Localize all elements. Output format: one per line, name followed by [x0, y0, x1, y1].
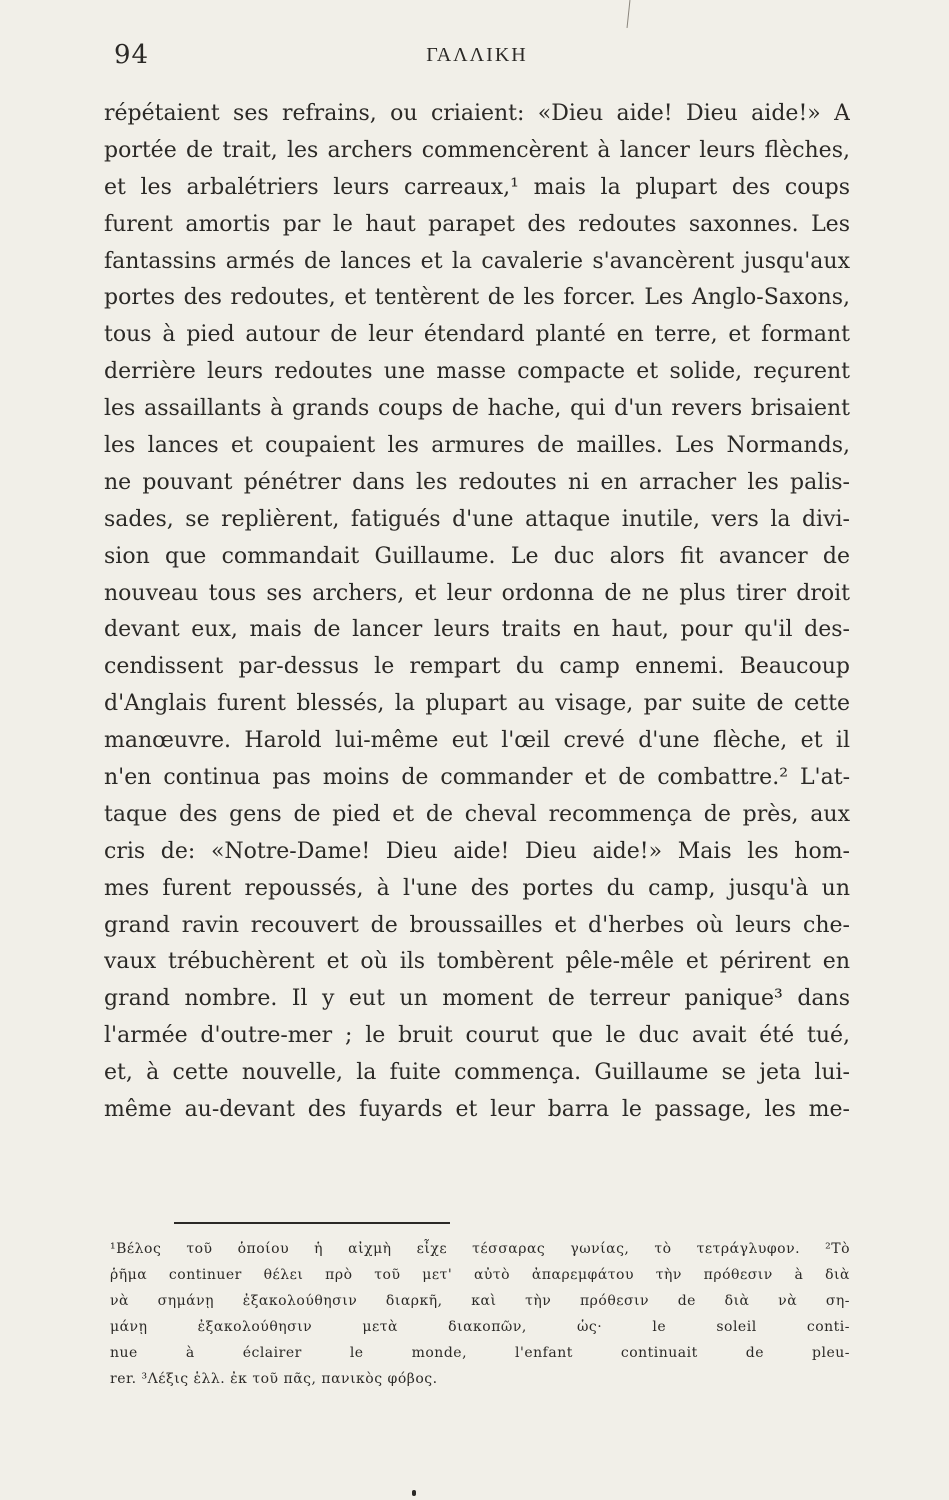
body-line: d'Anglais furent blessés, la plupart au visage, par suite de cette: [104, 691, 850, 717]
footnote-line: μάνῃ ἐξακολούθησιν μετὰ διακοπῶν, ὡς· le soleil conti-: [110, 1319, 850, 1335]
body-line: fantassins armés de lances et la cavalerie s'avancèrent jusqu'aux: [104, 248, 850, 274]
scan-artifact-line: [627, 0, 631, 28]
body-line: manœuvre. Harold lui-même eut l'œil crevé d'une flèche, et il: [104, 728, 850, 754]
body-line: ne pouvant pénétrer dans les redoutes ni en arracher les palis-: [104, 469, 850, 495]
running-title: ΓΑΛΛΙΚΗ: [426, 44, 528, 66]
ink-mark: [412, 1490, 416, 1496]
footnote-line: rer. ³Λέξις ἑλλ. ἐκ τοῦ πᾶς, πανικὸς φόβος.: [110, 1371, 438, 1387]
body-line: furent amortis par le haut parapet des redoutes saxonnes. Les: [104, 211, 850, 237]
body-line: l'armée d'outre-mer ; le bruit courut que le duc avait été tué,: [104, 1023, 850, 1049]
footnote-rule: [174, 1222, 450, 1224]
body-text: [104, 96, 850, 1129]
body-line: mes furent repoussés, à l'une des portes du camp, jusqu'à un: [104, 875, 850, 901]
body-line: grand ravin recouvert de broussailles et d'herbes où leurs che-: [104, 912, 850, 938]
footnote-line: νὰ σημάνῃ ἐξακολούθησιν διαρκῆ, καὶ τὴν πρόθεσιν de διὰ νὰ ση-: [110, 1293, 850, 1309]
body-line: les assaillants à grands coups de hache, qui d'un revers brisaient: [104, 396, 850, 422]
body-line: même au-devant des fuyards et leur barra le passage, les me-: [104, 1097, 850, 1123]
footnote-line: ῥῆμα continuer θέλει πρὸ τοῦ μετ' αὐτὸ ἀπαρεμφάτου τὴν πρόθεσιν à διὰ: [110, 1267, 850, 1283]
body-line: sades, se replièrent, fatigués d'une attaque inutile, vers la divi-: [104, 506, 850, 532]
body-line: nouveau tous ses archers, et leur ordonna de ne plus tirer droit: [104, 580, 850, 606]
body-line: cendissent par-dessus le rempart du camp ennemi. Beaucoup: [104, 654, 850, 680]
body-line: répétaient ses refrains, ou criaient: «Dieu aide! Dieu aide!» A: [104, 101, 850, 126]
body-line: vaux trébuchèrent et où ils tombèrent pêle-mêle et périrent en: [104, 949, 850, 975]
footnotes: [110, 1236, 850, 1392]
body-line: grand nombre. Il y eut un moment de terreur panique³ dans: [104, 986, 850, 1012]
body-line: portes des redoutes, et tentèrent de les forcer. Les Anglo-Saxons,: [104, 285, 850, 311]
body-line: tous à pied autour de leur étendard planté en terre, et formant: [104, 322, 850, 348]
body-line: portée de trait, les archers commencèrent à lancer leurs flèches,: [104, 137, 850, 163]
page-header: [104, 40, 850, 74]
body-line: derrière leurs redoutes une masse compacte et solide, reçurent: [104, 359, 850, 385]
body-line: sion que commandait Guillaume. Le duc alors fit avancer de: [104, 543, 850, 569]
body-line: n'en continua pas moins de commander et de combattre.² L'at-: [104, 765, 850, 791]
body-line: cris de: «Notre-Dame! Dieu aide! Dieu aide!» Mais les hom-: [104, 838, 850, 864]
footnote-line: nue à éclairer le monde, l'enfant continuait de pleu-: [110, 1345, 850, 1361]
body-line: et les arbalétriers leurs carreaux,¹ mais la plupart des coups: [104, 174, 850, 200]
body-line: devant eux, mais de lancer leurs traits en haut, pour qu'il des-: [104, 617, 850, 643]
footnote-line: ¹Βέλος τοῦ ὁποίου ἡ αἰχμὴ εἶχε τέσσαρας γωνίας, τὸ τετράγλυφον. ²Τὸ: [110, 1241, 850, 1257]
page-number: 94: [114, 40, 150, 70]
body-line: et, à cette nouvelle, la fuite commença. Guillaume se jeta lui-: [104, 1060, 850, 1086]
body-line: taque des gens de pied et de cheval recommença de près, aux: [104, 801, 850, 827]
body-line: les lances et coupaient les armures de mailles. Les Normands,: [104, 433, 850, 459]
